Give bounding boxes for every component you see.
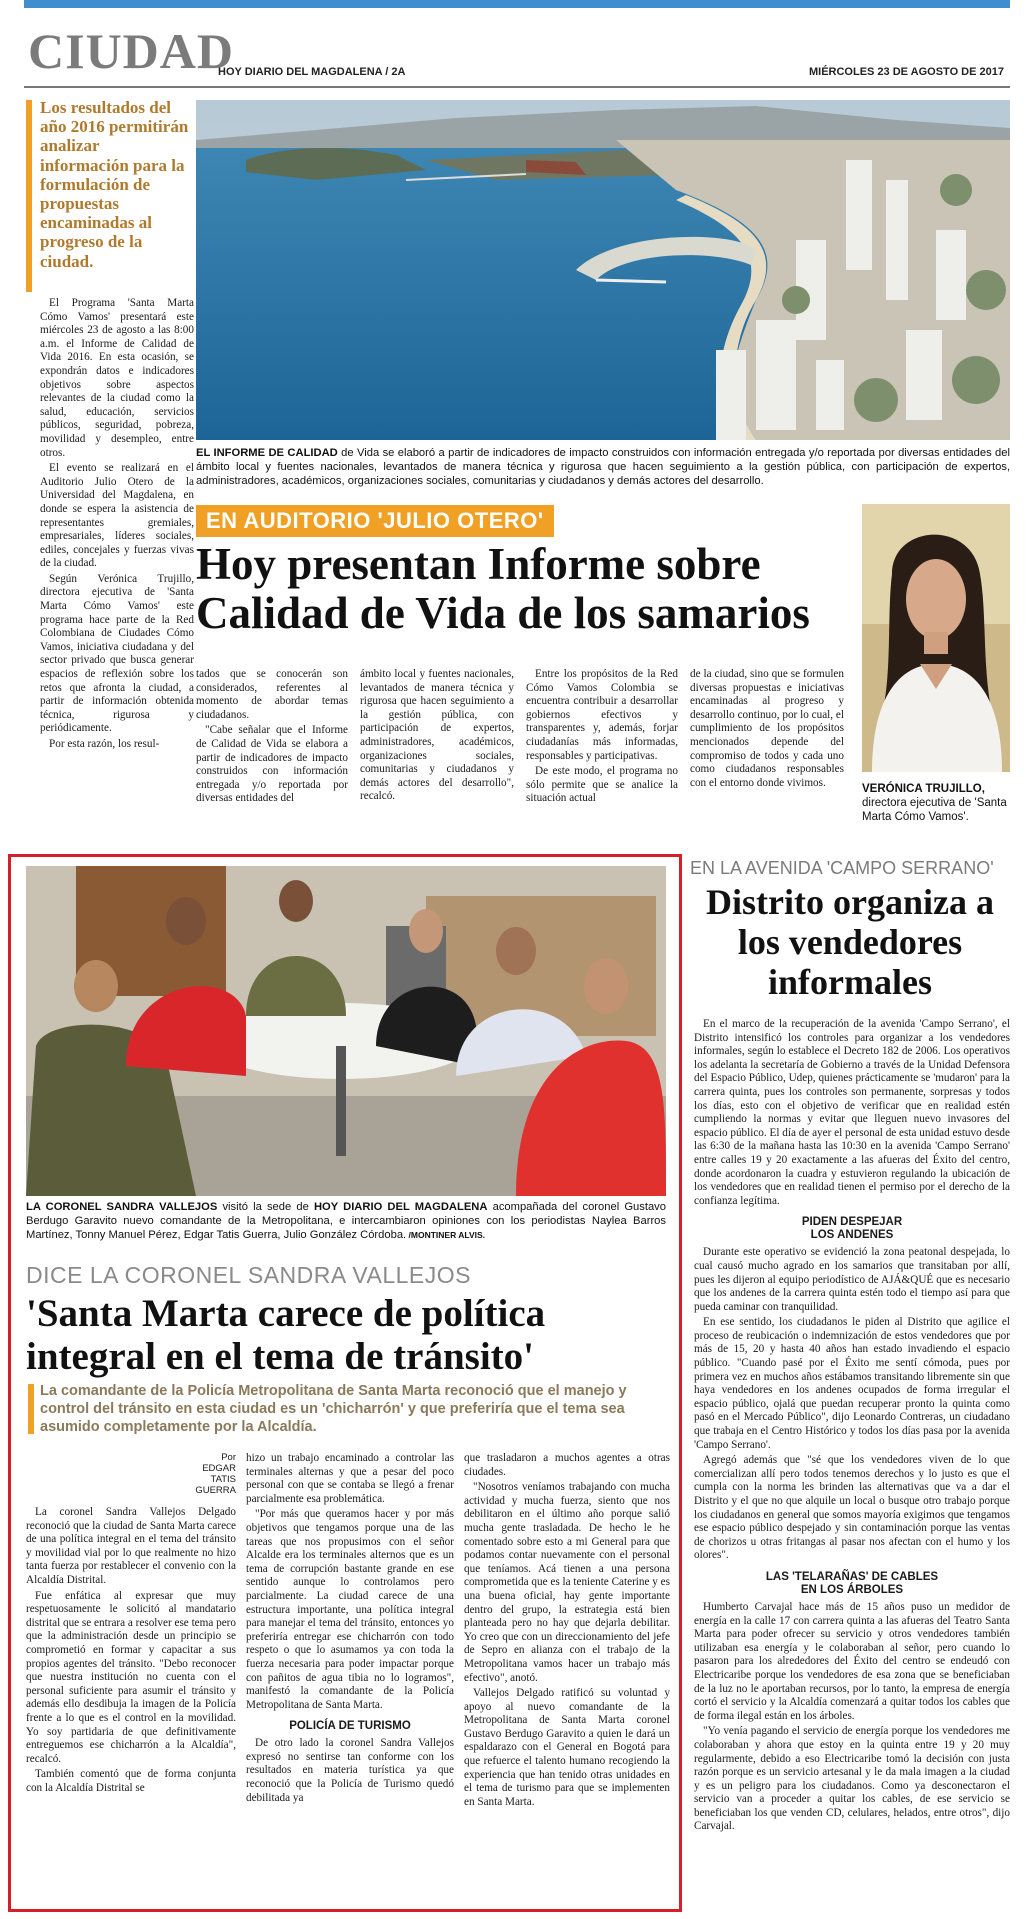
story2-headline: 'Santa Marta carece de política integral en el tema de tránsito' (26, 1292, 546, 1378)
subhead-tourism: POLICÍA DE TURISMO (289, 1720, 411, 1733)
paragraph: También comentó que de forma conjunta con la Alcaldía Distrital se (26, 1768, 236, 1794)
story1-photo-caption (196, 446, 1010, 488)
paragraph: "Cabe señalar que el Informe de Calidad de Vida se elabora a partir de indicadores de impacto construidos con información entregada y/o reportada por diversas entidades del (196, 724, 348, 805)
woman-portrait-icon (862, 504, 1010, 772)
story1-col3 (360, 668, 514, 838)
story1-col5 (690, 668, 844, 838)
paragraph: "Por más que queramos hacer y por más objetivos que tengamos porque una de las tareas que nos propusimos con el señor Alcalde era los terminales alternos que es un tema de corrupción bastante grande en ese sentido aunque lo controlamos pero parcialmente. La ciudad carece de una estructura importante, una política integral para manejar el tema del tránsito, entonces yo preferiría entregar ese chicharrón con todo respeto o que lo asumamos ya con toda la fuerza necesaria para poder impactar porque con pañitos de agua tibia no lo logramos", manifestó la comandante de la Policía Metropolitana de Santa Marta. (246, 1508, 454, 1711)
portrait-caption (862, 782, 1012, 824)
paper-name: HOY DIARIO DEL MAGDALENA / 2A (218, 66, 406, 78)
story1-headline: Hoy presentan Informe sobre Calidad de Vida de los samarios (196, 539, 810, 638)
paragraph: Por esta razón, los resul- (49, 738, 160, 750)
story2-col3 (464, 1452, 670, 1907)
paragraph: Según Verónica Trujillo, directora ejecutiva de 'Santa Marta Cómo Vamos' este programa hace parte de la Red Colombiana de Ciudades Cómo Vamos, iniciativa ciudadana y del sector privado que busca generar espacios de reflexión sobre los retos que afronta la ciudad, a partir de información obtenida técnica, rigurosa y periódicamente. (40, 572, 194, 735)
subhead-cables: LAS 'TELARAÑAS' DE CABLES EN LOS ÁRBOLES (765, 1570, 939, 1596)
caption-text: acompañada del coronel Gustavo Berdugo Garavito nuevo comandante de la Metropolitana, e intercambiaron opiniones con los periodistas Naylea Barros Martínez, Tonny Manuel Pérez, Edgar Tatis Guerra, Julio González Córdoba. (26, 1201, 666, 1241)
lead-accent-bar (26, 100, 32, 292)
paragraph: "Yo venía pagando el servicio de energía porque los vendedores me colaboraban y ahora que estoy en la quinta entre 19 y 20 muy regularmente, debido a eso Electricaribe tomó la decisión con justa razón porque es un servicio artesanal y le da mala imagen a la ciudad y es un peligro para los ciudadanos. Como ya desconectaron el servicio van a proceder a quitar los cables, de ese servicio se beneficiaban los que venden CD, celulares, helados, entre otros", dijo Carvajal. (694, 1725, 1010, 1833)
story1-lead-text: Los resultados del año 2016 permitirán analizar información para la formulación de propuestas encaminadas al progreso de la ciudad. (40, 98, 189, 271)
paragraph: tados que se conocerán son considerados, referentes al momento de abordar temas ciudadanos. (196, 668, 348, 721)
story1-col1 (40, 297, 194, 831)
santa-marta-bay-photo (196, 100, 1010, 440)
paragraph: En el marco de la recuperación de la avenida 'Campo Serrano', el Distrito intensificó los controles para organizar a los vendedores informales, según lo establece el Decreto 182 de 2006. Los operativos los adelanta la secretaría de Gobierno a través de la Unidad Defensora del Espacio Público, Udep, quienes prácticamente se 'mudaron' para la carrera quinta, pues los controles son permanente, sorpresas y todos los días, esto con el objetivo de verificar que en realidad estén cumpliendo la normas y evitar que lleguen nuevo invasores del espacio público. El día de ayer el personal de esta unidad estuvo desde las 6:30 de la mañana hasta las 10:30 en la avenida 'Campo Serrano' entre calles 19 y 20 exactamente a las afueras del Éxito del centro, donde acordonaron la cuadra y estuvieron regulando la ubicación de los vendedores que en realidad tienen el permiso por el derecho de la confianza legítima. (694, 1018, 1010, 1207)
story1-col2 (196, 668, 348, 838)
story2-col1 (26, 1452, 236, 1907)
paragraph: hizo un trabajo encaminado a controlar las terminales alternas y que a pesar del poco personal con que se contaba se llegó a frenar parcialmente esa problemática. (246, 1452, 454, 1505)
issue-date: MIÉRCOLES 23 DE AGOSTO DE 2017 (808, 66, 1004, 78)
story3-headline: Distrito organiza a los vendedores informales (706, 882, 994, 1002)
caption-text: directora ejecutiva de 'Santa Marta Cómo Vamos'. (862, 797, 1007, 823)
paragraph: Agregó además que "sé que los vendedores viven de lo que comercializan allí pero todos tenemos derechos y lo justo es que el cumpla con la norma les brinden las alternativas que va a dar el Distrito y el que no que alquile un local o busque otro trabajo porque los ciudadanos en general que somos mayoría exigimos que tengamos ese espacio público despejado y sin contaminación porque las ventas de chorizos u otras fritangas al pasar nos afectan con el humo y los olores". (694, 1454, 1010, 1562)
byline: Por EDGAR TATIS GUERRA (195, 1452, 236, 1496)
story1-kicker: EN AUDITORIO 'JULIO OTERO' (196, 505, 554, 537)
meeting-photo (26, 866, 666, 1196)
summary-accent-bar (28, 1384, 34, 1434)
caption-lead: EL INFORME DE CALIDAD (196, 447, 338, 459)
subhead-andenes: PIDEN DESPEJAR LOS ANDENES (801, 1216, 903, 1242)
header-rule (24, 86, 1010, 88)
story2-col2 (246, 1452, 454, 1907)
paragraph: ámbito local y fuentes nacionales, levantados de manera técnica y rigurosa que hacen seguimiento a la gestión pública, con participación de expertos, administradores, académicos, organizaciones sociales, comunitarias y ciudadanos y demás actores del desarrollo", recalcó. (360, 668, 514, 803)
caption-lead: VERÓNICA TRUJILLO, (862, 783, 985, 795)
paragraph: de la ciudad, sino que se formulen diversas propuestas e iniciativas encaminadas al progreso y desarrollo continuo, por lo cual, el cumplimiento de los propósitos mencionados depende del compromiso de todos y cada uno como ciudadanos responsables con el entorno donde vivimos. (690, 668, 844, 789)
officers-meeting-photo-icon (26, 866, 666, 1196)
paragraph: En ese sentido, los ciudadanos le piden al Distrito que agilice el proceso de reubicación o indemnización de estos vendedores que por más de 15, 20 y hasta 40 años han estado invadiendo el espacio público. "Cuando pasé por el Éxito me sentí cómoda, pues por primera vez en muchos años estábamos transitando libremente sin que haya vendedores en los andenes ocupados de forma irregular el espacio público, ojalá que puedan recuperar pronto la quinta como pasó en el Mercado Público", dijo Leonardo Contreras, un ciudadano que trabaja en el Centro Histórico y todos los días pasa por la avenida 'Campo Serrano'. (694, 1316, 1010, 1451)
story2-kicker: DICE LA CORONEL SANDRA VALLEJOS (26, 1262, 471, 1288)
paragraph: El evento se realizará en el Auditorio Julio Otero de la Universidad del Magdalena, en donde se espera la asistencia de representantes gremiales, empresariales, líderes sociales, ediles, concejales y fuerzas vivas de la ciudad. (40, 462, 194, 570)
paragraph: De otro lado la coronel Sandra Vallejos expresó no sentirse tan conforme con los resultados en materia turística ya que reconoció que la Policía de Turismo quedó debilitada ya (246, 1737, 454, 1804)
top-color-bar (24, 0, 1010, 8)
story1-lead (40, 98, 192, 294)
photo-credit: /MONTINER ALVIS. (406, 1230, 486, 1240)
paragraph: Durante este operativo se evidenció la zona peatonal despejada, lo cual causó mucho agrado en los samarios que transitaban por allí, pues les dijeron al equipo periodístico de AJÁ&QUÉ que es necesario que los andenes de la carrera quinta estén todo el tiempo así para que pueda caminar con tranquilidad. (694, 1246, 1010, 1313)
story3-body (694, 1018, 1010, 1908)
paragraph: El Programa 'Santa Marta Cómo Vamos' presentará este miércoles 23 de agosto a las 8:00 a.m. el Informe de Calidad de Vida 2016. En esta ocasión, se expondrán datos e indicadores objetivos sobre aspectos relevantes de la ciudad como la salud, educación, servicios públicos, seguridad, pobreza, movilidad y desempleo, entre otros. (40, 297, 194, 459)
paragraph: Entre los propósitos de la Red Cómo Vamos Colombia se encuentra contribuir a desarrollar gobiernos efectivos y transparentes y, además, forjar ciudadanías más informadas, responsables y participativas. (526, 668, 678, 762)
caption-text: de Vida se elaboró a partir de indicadores de impacto construidos con información entregada y/o reportada por diversas entidades del ámbito local y fuentes nacionales, levantados de manera técnica y rigurosa que hacen seguimiento a la gestión pública, con participación de expertos, administradores, académicos, organizaciones sociales, comunitarias y ciudadanos y demás actores del desarrollo. (196, 447, 1010, 487)
paragraph: Fue enfática al expresar que muy respetuosamente le solicitó al mandatario distrital que se entrara a resolver ese tema pero que la administración desde un principio se comprometió en formar y capacitar a sus propios agentes del tránsito. "Debo reconocer que nuestra institución no cuenta con el personal suficiente para asumir el tránsito y además ello desdibuja la imagen de la Policía frente a lo que es el control en la movilidad. Yo soy partidaria de que definitivamente entreguemos ese chicharrón a la Alcaldía", recalcó. (26, 1589, 236, 1765)
story2-summary: La comandante de la Policía Metropolitana de Santa Marta reconoció que el manejo y control del tránsito en esta ciudad es un 'chicharrón' y que preferiría que el tema sea asumido completamente por la Alcaldía. (40, 1383, 627, 1435)
paragraph: Vallejos Delgado ratificó su voluntad y apoyo al nuevo comandante de la Metropolitana de Santa Marta coronel Gustavo Berdugo Garavito a quien le dará un espaldarazo con el General en Bogotá para que refuerce el talento humano recogiendo la experiencia que han tenido otras unidades en el tema de turismo para que se implementen en Santa Marta. (464, 1687, 670, 1808)
paragraph: que trasladaron a muchos agentes a otras ciudades. (464, 1452, 670, 1478)
section-title: CIUDAD (28, 23, 234, 79)
story2-photo-caption (26, 1200, 666, 1242)
story1-col4 (526, 668, 678, 838)
story3-kicker: EN LA AVENIDA 'CAMPO SERRANO' (690, 858, 994, 878)
paragraph: "Nosotros veníamos trabajando con mucha actividad y mucha fuerza, siento que nos debilitaron en el último año porque salió mucha gente trasladada. De hecho le he comentado sobre esto a mi General para que podamos contar nuevamente con el personal que teníamos. Acá tienen a una persona comprometida que es la teniente Caterine y es una buena oficial, hay gente importante dentro del grupo, la estrategia está bien planteada pero no hay que dejarla debilitar. Yo creo que con un direccionamiento del jefe de Sepro en alianza con el trabajo de la Metropolitana vamos hacer un trabajo más efectivo", anotó. (464, 1481, 670, 1684)
paragraph: Humberto Carvajal hace más de 15 años puso un medidor de energía en la calle 17 con carrera quinta a las afueras del Teatro Santa Marta para poder ofrecer su servicio y otros vendedores también utilizaban esa energía y le colaboraban al señor, pero cuando lo pasaron para los alrededores del Éxito del centro se endeudó con Electricaribe porque los vendedores de esa zona que se beneficiaban de la luz no le aportaban recursos, por lo tanto, la empresa de energía cortó el servicio y la Alcaldía comenzará a quitar todos los cables que de forma ilegal están en los árboles. (694, 1600, 1010, 1722)
paragraph: La coronel Sandra Vallejos Delgado reconoció que la ciudad de Santa Marta carece de una política integral en el tema del tránsito y movilidad vial por lo que realmente no hizo tanta fuerza por restablecer el convenio con la Alcaldía Distrital. (26, 1506, 236, 1586)
caption-paper: HOY DIARIO DEL MAGDALENA (313, 1201, 488, 1213)
caption-text: visitó la sede de (217, 1201, 314, 1213)
portrait-photo (862, 504, 1010, 772)
caption-lead: LA CORONEL SANDRA VALLEJOS (26, 1201, 218, 1213)
paragraph: De este modo, el programa no sólo permite que se analice la situación actual (526, 765, 678, 805)
aerial-city-photo-icon (196, 100, 1010, 440)
